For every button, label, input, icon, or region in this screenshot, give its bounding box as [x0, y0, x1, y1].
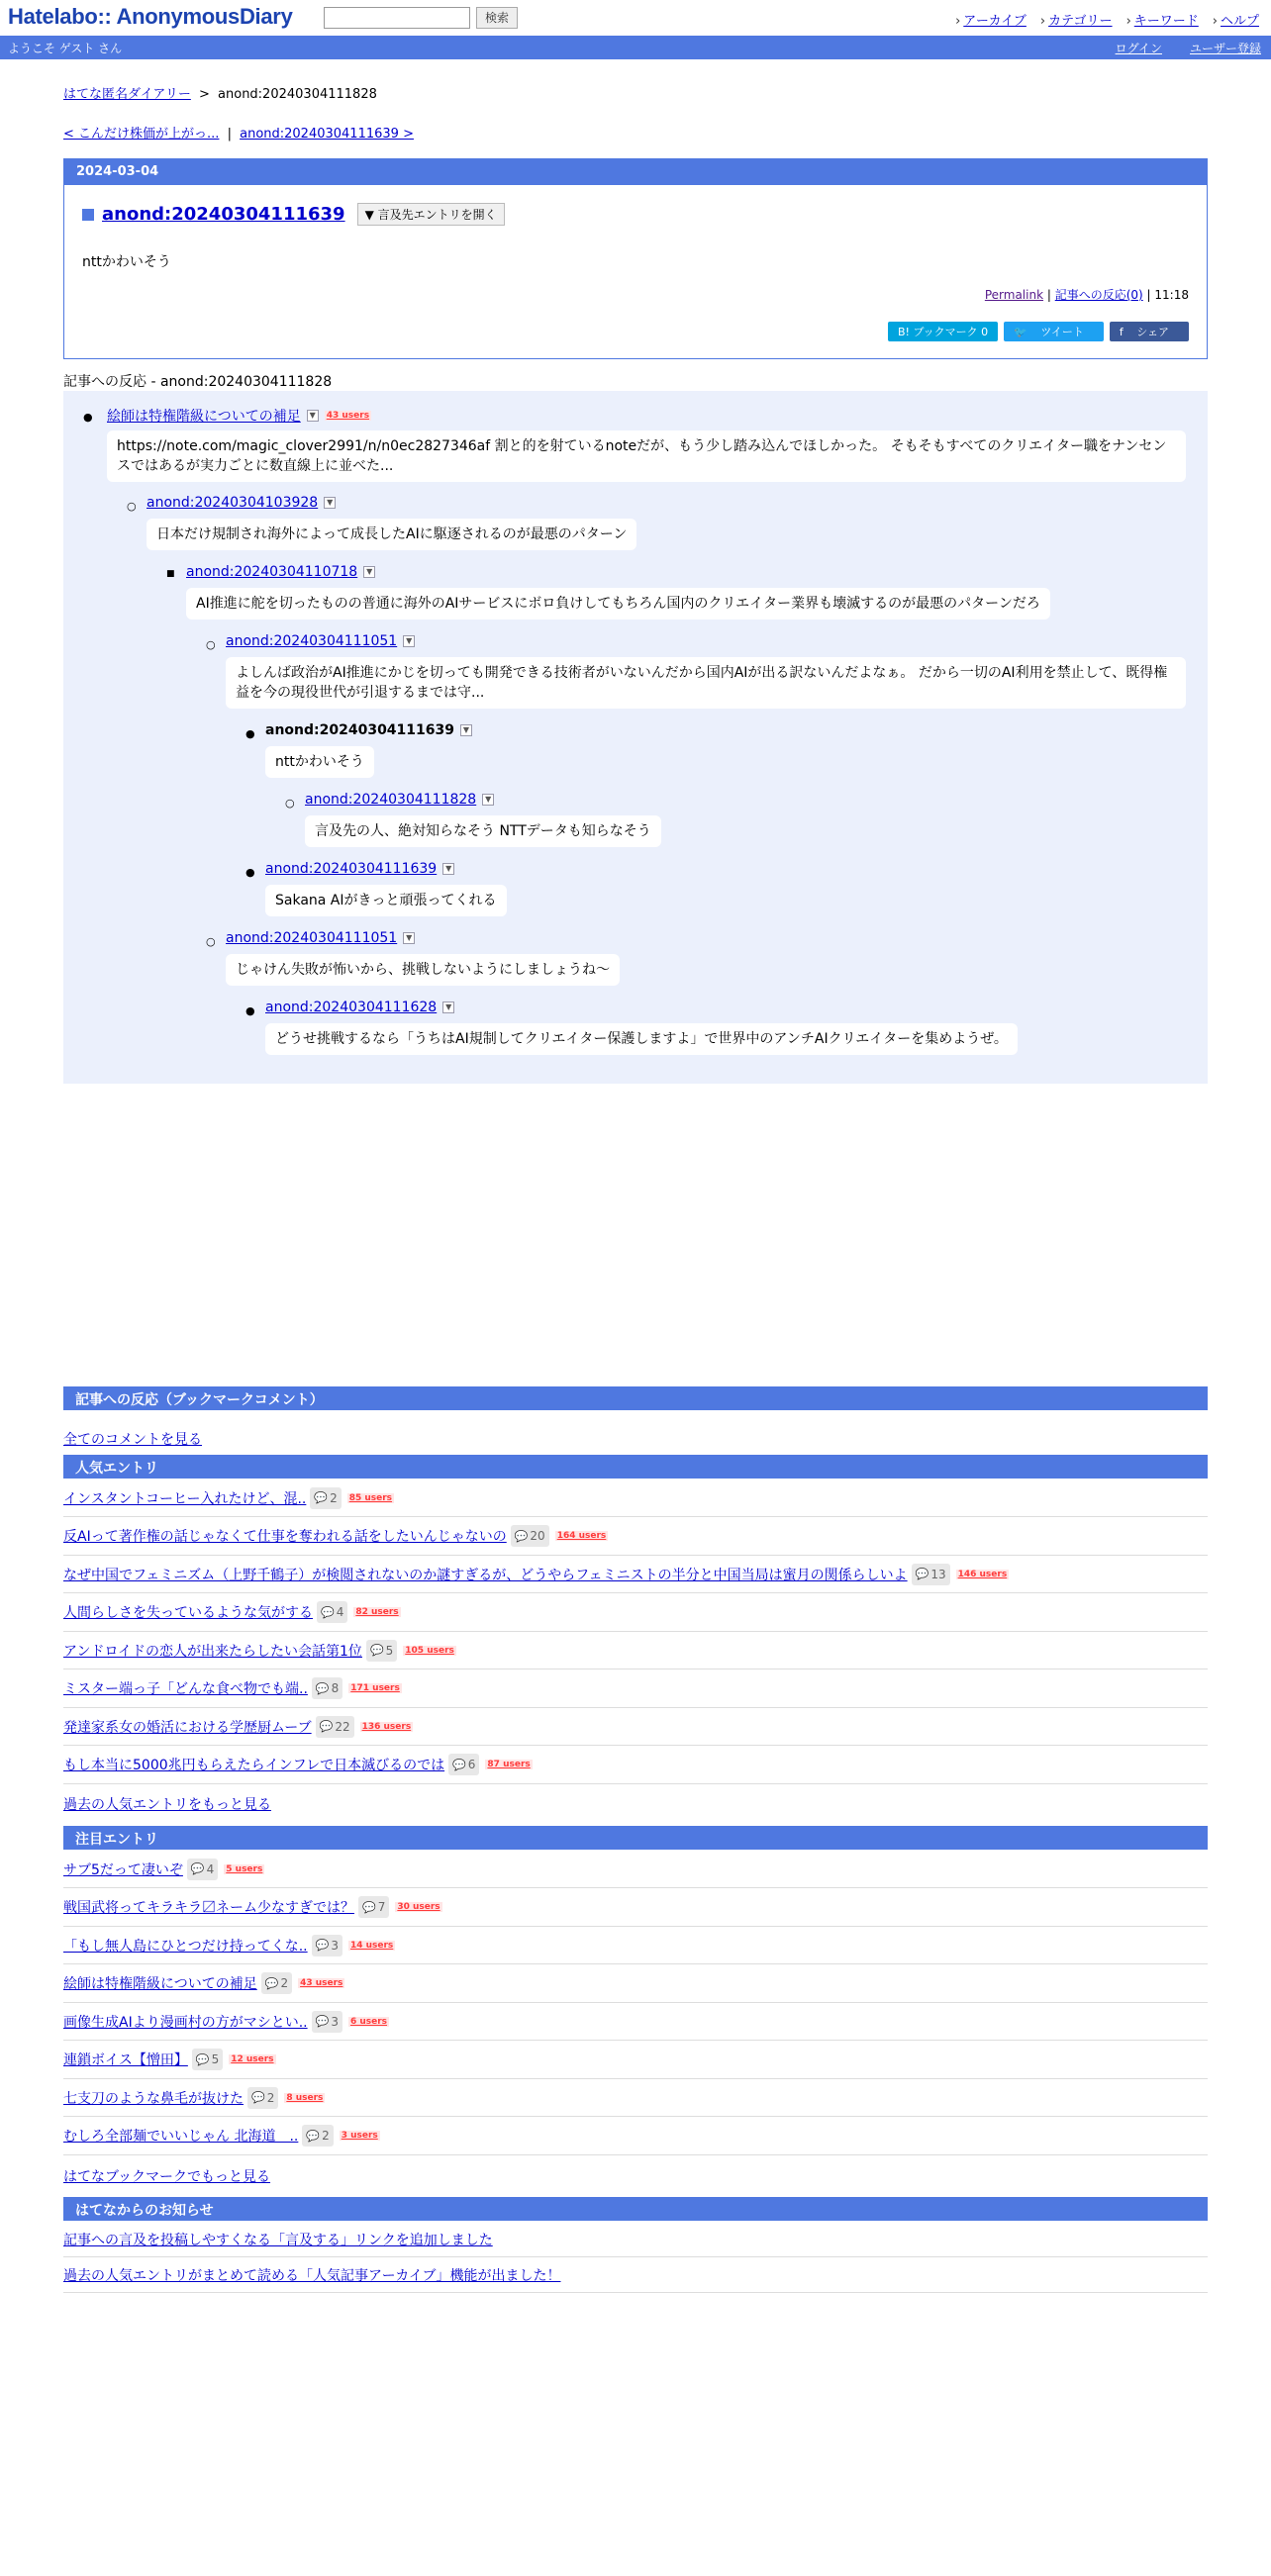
- entry-list-link[interactable]: 反AIって著作権の話じゃなくて仕事を奪われる話をしたいんじゃないの: [63, 1529, 507, 1545]
- entry-list-row: [63, 1632, 1208, 1670]
- top-header: [0, 0, 1271, 36]
- users-badge[interactable]: 30 users: [397, 1902, 440, 1912]
- tree-link[interactable]: anond:20240304103928: [147, 495, 319, 511]
- comment-count[interactable]: [312, 1677, 342, 1699]
- dropdown-icon[interactable]: ▼: [363, 566, 375, 578]
- comment-icon: 💬: [315, 1681, 330, 1695]
- comment-count-value: 13: [930, 1567, 946, 1581]
- user-bar: [0, 36, 1271, 59]
- comment-count[interactable]: [312, 2011, 342, 2033]
- comment-count-value: 3: [331, 2014, 339, 2029]
- next-entry-link[interactable]: anond:20240304111639 >: [240, 127, 414, 142]
- tree-bubble: じゃけん失敗が怖いから、挑戦しないようにしましょうね〜: [226, 954, 620, 986]
- tree-link[interactable]: anond:20240304111628: [265, 1000, 438, 1015]
- comment-count[interactable]: [511, 1525, 549, 1547]
- comment-count[interactable]: [317, 1601, 347, 1623]
- bullet-icon: ●: [245, 1004, 255, 1017]
- entry-list-link[interactable]: ミスター端っ子「どんな食べ物でも端..: [63, 1681, 308, 1697]
- comment-icon: 💬: [362, 1900, 376, 1914]
- tree-bubble: 日本だけ規制され海外によって成長したAIに駆逐されるのが最悪のパターン: [147, 519, 636, 550]
- comment-count-value: 2: [280, 1976, 289, 1990]
- bullet-icon: ●: [245, 866, 255, 879]
- comment-count-value: 5: [385, 1643, 394, 1658]
- breadcrumb-current: anond:20240304111828: [218, 87, 377, 102]
- comment-count-value: 2: [266, 2090, 275, 2105]
- dropdown-icon[interactable]: ▼: [460, 724, 472, 736]
- comment-icon: 💬: [190, 1862, 205, 1875]
- entry-list-link[interactable]: なぜ中国でフェミニズム（上野千鶴子）が検閲されないのか謎すぎるが、どうやらフェミニストの半分と中国当局は蜜月の関係らしいよ: [63, 1567, 908, 1583]
- entry-square-icon: [82, 209, 94, 221]
- comment-count-value: 7: [377, 1900, 386, 1914]
- bullet-icon: ○: [206, 935, 216, 948]
- entry-title-row: [82, 203, 505, 226]
- users-badge[interactable]: 8 users: [286, 2092, 324, 2103]
- search-button[interactable]: 検索: [476, 7, 518, 29]
- tree-bubble: どうせ挑戦するなら「うちはAI規制してクリエイター保護しますよ」で世界中のアンチAIクリエイターを集めようぜ。: [265, 1023, 1018, 1055]
- tree-node: [305, 792, 494, 808]
- comment-count[interactable]: [192, 2049, 223, 2070]
- search-input[interactable]: [324, 7, 470, 29]
- entry-list-row: [63, 1889, 1208, 1927]
- bullet-icon: ●: [83, 411, 93, 424]
- footer-sep: |: [1046, 288, 1055, 302]
- entry-list-row: [63, 2003, 1208, 2041]
- bullet-icon: ○: [285, 797, 295, 810]
- comment-icon: 💬: [915, 1568, 929, 1580]
- entry-title[interactable]: anond:20240304111639: [102, 204, 345, 225]
- comment-count[interactable]: [312, 1935, 342, 1956]
- entry-list-row: [63, 2042, 1208, 2079]
- entry-list-row: [63, 1556, 1208, 1593]
- users-badge[interactable]: 146 users: [957, 1569, 1008, 1579]
- bullet-icon: ○: [206, 638, 216, 651]
- bookmark-section-title: 記事への反応（ブックマークコメント）: [63, 1386, 1208, 1410]
- tree-bubble: AI推進に舵を切ったものの普通に海外のAIサービスにボロ負けしてもちろん国内のクリエイター業界も壊滅するのが最悪のパターンだろ: [186, 588, 1050, 620]
- tree-bubble: よしんば政治がAI推進にかじを切っても開発できる技術者がいないんだから国内AIが出る訳ないんだよなぁ。 だから一切のAI利用を禁止して、既得権益を今の現役世代が引退するまでは守...: [226, 657, 1186, 709]
- entry-list-link[interactable]: 「もし無人島にひとつだけ持ってくな..: [63, 1938, 308, 1955]
- entry-list-row: [63, 1927, 1208, 1964]
- tree-node: [186, 564, 375, 580]
- dropdown-icon[interactable]: ▼: [324, 497, 336, 509]
- users-badge[interactable]: 3 users: [341, 2131, 378, 2141]
- comment-count-value: 3: [331, 1938, 339, 1953]
- users-badge[interactable]: 82 users: [355, 1607, 399, 1617]
- comment-icon: 💬: [321, 1605, 335, 1619]
- comment-count[interactable]: [310, 1487, 341, 1509]
- fb-label: シェア: [1136, 326, 1169, 338]
- entry-list-link[interactable]: 連鎖ボイス【憎田】: [63, 2052, 188, 2068]
- entry-list-row: [63, 2079, 1208, 2117]
- footer-sep: |: [1146, 288, 1155, 302]
- entry-time: 11:18: [1154, 288, 1189, 302]
- tree-link[interactable]: anond:20240304110718: [186, 564, 358, 580]
- tree-bubble: 言及先の人、絶対知らなそう NTTデータも知らなそう: [305, 815, 661, 847]
- comment-icon: 💬: [195, 2052, 210, 2066]
- comment-count-value: 6: [467, 1758, 476, 1771]
- nav-category[interactable]: › カテゴリー: [1040, 10, 1113, 29]
- news-item: [63, 2257, 1208, 2293]
- comment-icon: 💬: [251, 2091, 265, 2104]
- bullet-icon: ●: [245, 727, 255, 740]
- news-link[interactable]: 記事への言及を投稿しやすくなる「言及する」リンクを追加しました: [63, 2232, 493, 2248]
- notable-section-title: 注目エントリ: [63, 1826, 1208, 1850]
- tree-node: [265, 1000, 454, 1015]
- entry-list-link[interactable]: 画像生成AIより漫画村の方がマシとい..: [63, 2014, 308, 2031]
- entry-list-link[interactable]: インスタントコーヒー入れたけど、混..: [63, 1490, 307, 1507]
- entry-list-link[interactable]: 人間らしさを失っているような気がする: [63, 1605, 313, 1621]
- facebook-share-button[interactable]: f シェア: [1110, 322, 1189, 341]
- comment-icon: 💬: [319, 1720, 334, 1733]
- tree-link[interactable]: anond:20240304111051: [226, 930, 398, 946]
- prev-entry-link[interactable]: < こんだけ株価が上がっ...: [63, 127, 220, 142]
- login-link[interactable]: ログイン: [1115, 42, 1162, 55]
- entry-list-link[interactable]: アンドロイドの恋人が出来たらしたい会話第1位: [63, 1643, 362, 1660]
- comment-count[interactable]: [448, 1754, 479, 1775]
- prevnext-sep: |: [227, 127, 232, 142]
- dropdown-icon[interactable]: ▼: [442, 1002, 454, 1013]
- register-link[interactable]: ユーザー登録: [1189, 42, 1261, 55]
- comment-count[interactable]: [261, 1972, 292, 1994]
- comment-count-value: 8: [331, 1681, 340, 1695]
- popular-section-title: 人気エントリ: [63, 1455, 1208, 1479]
- breadcrumb-home[interactable]: はてな匿名ダイアリー: [63, 87, 191, 102]
- users-badge[interactable]: 12 users: [231, 2054, 274, 2064]
- news-link[interactable]: 過去の人気エントリがまとめて読める「人気記事アーカイブ」機能が出ました！: [63, 2267, 561, 2284]
- tree-node: [147, 495, 336, 511]
- comment-count-value: 4: [336, 1605, 344, 1619]
- comment-count-value: 2: [330, 1490, 338, 1505]
- tree-bubble: Sakana AIがきっと頑張ってくれる: [265, 885, 507, 916]
- top-nav: [955, 10, 1259, 29]
- tree-link[interactable]: anond:20240304111639: [265, 861, 438, 877]
- breadcrumb-sep: >: [198, 87, 210, 102]
- comment-count-value: 5: [211, 2052, 220, 2066]
- tree-node: [265, 722, 472, 738]
- entry-list-link[interactable]: サブ5だって凄いぞ: [63, 1861, 183, 1878]
- comment-icon: 💬: [264, 1976, 279, 1990]
- comment-count-value: 22: [335, 1719, 350, 1734]
- comment-count[interactable]: [247, 2087, 278, 2109]
- comment-count[interactable]: [316, 1716, 354, 1738]
- tree-current: anond:20240304111639: [265, 722, 454, 738]
- reaction-tree: [63, 391, 1208, 1084]
- entry-list-link[interactable]: 戦国武将ってキラキラ〼ネーム少なすぎでは？: [63, 1900, 354, 1916]
- share-buttons: [888, 322, 1189, 341]
- entry-list-row: [63, 1518, 1208, 1556]
- tree-link[interactable]: anond:20240304111051: [226, 633, 398, 649]
- entry-body: nttかわいそう: [82, 254, 171, 270]
- tweet-button[interactable]: 🐦 ツイート: [1004, 322, 1104, 341]
- entry-section: [63, 158, 1208, 359]
- reactions-label: 記事への反応 - anond:20240304111828: [63, 371, 1208, 395]
- tweet-label: ツイート: [1040, 326, 1084, 338]
- users-badge[interactable]: 85 users: [348, 1492, 393, 1503]
- entry-footer: [985, 286, 1189, 303]
- site-logo[interactable]: Hatelabo:: AnonymousDiary: [8, 4, 293, 29]
- news-section-title: はてなからのお知らせ: [63, 2197, 1208, 2221]
- entry-list-row: [63, 1594, 1208, 1632]
- comment-count[interactable]: [912, 1564, 950, 1585]
- dropdown-icon[interactable]: ▼: [482, 794, 494, 806]
- dropdown-icon[interactable]: ▼: [307, 410, 319, 422]
- comment-count-value: 20: [530, 1529, 545, 1543]
- open-referenced-button[interactable]: ▼ 言及先エントリを開く: [357, 203, 505, 226]
- permalink[interactable]: Permalink: [984, 288, 1044, 302]
- news-item: [63, 2222, 1208, 2257]
- notable-more-link[interactable]: はてなブックマークでもっと見る: [63, 2169, 271, 2185]
- comment-icon: 💬: [514, 1529, 529, 1543]
- nav-help[interactable]: › ヘルプ: [1213, 10, 1259, 29]
- popular-more-link[interactable]: 過去の人気エントリをもっと見る: [63, 1797, 271, 1813]
- comment-count-value: 4: [206, 1861, 215, 1876]
- welcome-text: ようこそ ゲスト さん: [8, 42, 123, 55]
- users-badge[interactable]: 87 users: [487, 1760, 531, 1769]
- comment-count[interactable]: [187, 1859, 218, 1880]
- prev-next-nav: [63, 123, 414, 142]
- entry-list-link[interactable]: むしろ全部麺でいいじゃん 北海道 ..: [63, 2129, 299, 2145]
- entry-list-row: [63, 1965, 1208, 2003]
- tree-node: [226, 633, 415, 649]
- hatena-bookmark-button[interactable]: B! ブックマーク 0: [888, 322, 998, 341]
- entry-list-row: [63, 1479, 1208, 1517]
- all-comments-link[interactable]: 全てのコメントを見る: [63, 1432, 202, 1448]
- entry-list-row: [63, 2118, 1208, 2155]
- entry-date: 2024-03-04: [64, 159, 1207, 185]
- dropdown-icon[interactable]: ▼: [403, 635, 415, 647]
- entry-list-link[interactable]: 七支刀のような鼻毛が抜けた: [63, 2090, 244, 2107]
- comment-count[interactable]: [366, 1640, 397, 1662]
- reactions-link[interactable]: 記事への反応(0): [1054, 288, 1143, 302]
- tree-node: [226, 930, 415, 946]
- entry-list-row: [63, 1708, 1208, 1746]
- comment-icon: 💬: [452, 1758, 466, 1771]
- dropdown-icon[interactable]: ▼: [442, 863, 454, 875]
- comment-icon: 💬: [315, 1939, 330, 1952]
- tree-bubble: https://note.com/magic_clover2991/n/n0ec2827346af 割と的を射ているnoteだが、もう少し踏み込んでほしかった。 そもそもすべてのクリエイター職をナンセンスではあるが実力ごとに数直線上に並べた...: [107, 430, 1186, 482]
- entry-list-link[interactable]: 絵師は特権階級についての補足: [63, 1976, 257, 1992]
- entry-list-row: [63, 1670, 1208, 1708]
- tree-node: [265, 861, 454, 877]
- nav-keyword[interactable]: › キーワード: [1126, 10, 1199, 29]
- tree-link[interactable]: anond:20240304111828: [305, 792, 477, 808]
- users-badge[interactable]: 14 users: [349, 1940, 394, 1951]
- comment-count[interactable]: [302, 2125, 333, 2147]
- entry-list-row: [63, 1851, 1208, 1888]
- entry-list-row: [63, 1747, 1208, 1784]
- comment-icon: 💬: [315, 2015, 330, 2028]
- bullet-icon: ■: [166, 569, 175, 579]
- entry-list-link[interactable]: もし本当に5000兆円もらえたらインフレで日本滅びるのでは: [63, 1758, 445, 1773]
- comment-count-value: 2: [322, 2129, 330, 2143]
- comment-count[interactable]: [358, 1896, 389, 1918]
- comment-icon: 💬: [306, 2129, 321, 2143]
- dropdown-icon[interactable]: ▼: [403, 932, 415, 944]
- bullet-icon: ○: [127, 500, 137, 513]
- comment-icon: 💬: [314, 1491, 329, 1504]
- users-badge[interactable]: 43 users: [326, 411, 370, 421]
- users-badge[interactable]: 164 users: [556, 1531, 607, 1541]
- users-badge[interactable]: 171 users: [350, 1683, 400, 1693]
- entry-list-link[interactable]: 発達家系女の婚活における学歴厨ムーブ: [63, 1719, 312, 1736]
- users-badge[interactable]: 43 users: [300, 1978, 343, 1988]
- users-badge[interactable]: 136 users: [361, 1721, 412, 1732]
- tree-bubble: nttかわいそう: [265, 746, 374, 778]
- tree-node: [107, 406, 371, 426]
- users-badge[interactable]: 5 users: [226, 1863, 263, 1874]
- users-badge[interactable]: 105 users: [405, 1645, 454, 1656]
- comment-icon: 💬: [369, 1644, 384, 1657]
- tree-link[interactable]: 絵師は特権階級についての補足: [107, 409, 301, 425]
- users-badge[interactable]: 6 users: [349, 2016, 388, 2027]
- nav-archive[interactable]: › アーカイブ: [955, 10, 1027, 29]
- breadcrumb: [63, 83, 377, 102]
